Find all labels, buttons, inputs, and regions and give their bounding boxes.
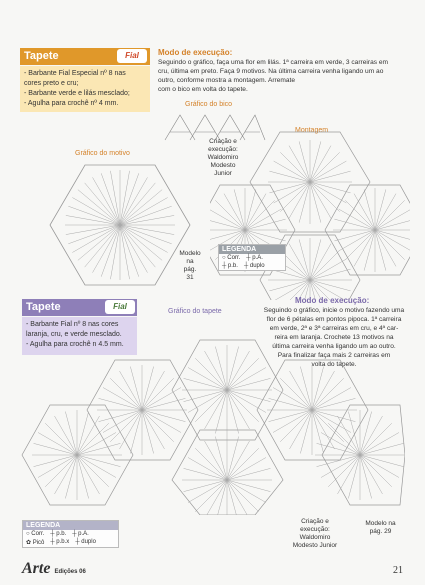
bottom-brand-logo	[105, 300, 135, 314]
legend-item: ○ Corr.	[26, 531, 45, 537]
footer-brand-name: Arte	[22, 560, 51, 577]
credit-line: Modesto Junior	[292, 542, 338, 549]
label-montagem: Montagem	[295, 127, 329, 134]
top-material-line: cores preto e cru;	[24, 80, 79, 87]
credit-line: execução:	[208, 146, 238, 153]
bottom-material-line: - Agulha para crochê n 4.5 mm.	[26, 341, 124, 348]
bottom-exec-line: flor de 6 pétalas em pontos pipoca. 1ª carreira	[266, 316, 402, 323]
legend-item: ○ Corr.	[222, 255, 241, 261]
legend-title: LEGENDA	[23, 521, 118, 530]
bottom-exec-line: última carreira venha ligando um ao outro.	[272, 343, 396, 350]
top-materials	[20, 66, 150, 112]
legend-item: ┼ duplo	[243, 263, 265, 269]
credit-line: Waldomiro	[207, 154, 239, 161]
credit-line: Junior	[214, 170, 232, 177]
bottom-legend	[22, 520, 119, 548]
legend-row	[23, 530, 118, 538]
credit-line: Criação e	[301, 518, 329, 525]
top-exec-line: outro, conforme mostra a montagem. Arremate	[158, 77, 296, 84]
bottom-exec-line: Seguindo o gráfico, inicie o motivo fazendo uma	[263, 307, 405, 314]
top-exec-title: Modo de execução:	[158, 48, 233, 57]
top-legend	[218, 244, 286, 271]
legend-row	[23, 538, 118, 547]
bottom-credit	[285, 518, 345, 550]
legend-row	[219, 254, 285, 262]
legend-item: ┼ p.A.	[72, 531, 89, 537]
legend-item: ┼ p.b.	[222, 263, 238, 269]
top-title: Tapete	[24, 50, 59, 62]
top-material-line: - Barbante verde e lilás mesclado;	[24, 90, 130, 97]
model-line: Modelo	[179, 250, 201, 257]
page-number: 21	[393, 565, 403, 576]
bottom-brand: Fial	[113, 302, 127, 311]
top-exec-line: com o bico em volta do tapete.	[158, 86, 248, 93]
top-brand-logo	[117, 49, 147, 63]
motivo-chart	[45, 160, 195, 290]
model-line: 31	[186, 274, 194, 281]
bottom-exec-line: volta do tapete.	[311, 361, 357, 368]
bottom-material-line: - Barbante Fial nº 8 nas cores	[26, 321, 119, 328]
model-line: na	[186, 258, 194, 265]
legend-item: ✿ Picô	[26, 540, 45, 546]
bottom-exec-line: Para finalizar faça mais 2 carreiras em	[277, 352, 391, 359]
credit-line: Waldomiro	[299, 534, 331, 541]
legend-item: ┼ p.b.x	[50, 539, 70, 545]
bottom-title: Tapete	[26, 301, 61, 313]
top-exec-line: cru, última em preto. Faça 9 motivos. Na última carreira venha ligando um ao	[158, 68, 384, 75]
footer-brand	[22, 560, 86, 578]
model-line: pág.	[183, 266, 197, 273]
top-model-ref	[175, 250, 205, 282]
credit-line: execução:	[300, 526, 330, 533]
tapete-chart	[20, 335, 405, 515]
model-line: pág. 29	[369, 528, 392, 535]
legend-item: ┼ p.A.	[246, 255, 263, 261]
footer-brand-sub: Edições 06	[54, 569, 86, 575]
top-exec-line: Seguindo o gráfico, faça uma flor em lilás. 1ª carreira em verde, 3 carreiras em	[158, 59, 389, 66]
legend-item: ┼ p.b.	[50, 531, 67, 537]
top-brand: Fial	[125, 51, 139, 60]
bottom-exec-line: em verde, 2ª e 3ª carreiras em cru, e 4ª car-	[269, 325, 399, 332]
top-material-line: - Agulha para crochê nº 4 mm.	[24, 100, 119, 107]
bottom-exec-title: Modo de execução:	[295, 296, 370, 305]
label-tapete: Gráfico do tapete	[168, 308, 222, 315]
legend-row	[219, 262, 285, 270]
credit-line: Criação e	[209, 138, 237, 145]
top-material-line: - Barbante Fial Especial nº 8 nas	[24, 70, 126, 77]
credit-line: Modesto	[210, 162, 236, 169]
label-bico: Gráfico do bico	[185, 101, 233, 108]
bottom-material-line: laranja, cru, e verde mesclado.	[26, 331, 122, 338]
legend-title: LEGENDA	[219, 245, 285, 254]
top-exec-text	[158, 58, 413, 94]
legend-item: ┼ duplo	[75, 539, 96, 545]
model-line: Modelo na	[365, 520, 396, 527]
montagem-chart	[210, 130, 410, 300]
label-motivo: Gráfico do motivo	[75, 150, 130, 157]
bottom-exec-line: reira em laranja. Crochete 13 motivos na	[274, 334, 394, 341]
bottom-model-ref	[358, 520, 403, 536]
